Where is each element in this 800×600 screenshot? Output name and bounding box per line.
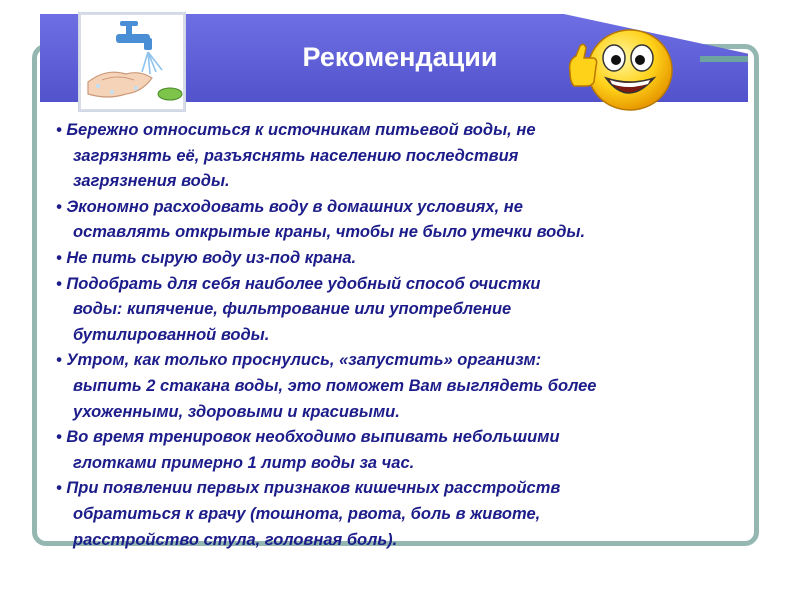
item-text-line: Утром, как только проснулись, «запустить» организм: <box>66 351 542 370</box>
bullet: • <box>56 274 62 293</box>
list-item <box>56 195 736 246</box>
list-item <box>56 272 736 349</box>
item-text-line: оставлять открытые краны, чтобы не было утечки воды. <box>73 223 586 242</box>
item-text-line: воды: кипячение, фильтрование или употребление <box>73 300 512 319</box>
banner-accent-stripe <box>700 56 748 62</box>
item-text-line: Подобрать для себя наиболее удобный способ очистки <box>66 274 541 293</box>
list-item <box>56 348 736 425</box>
item-text-line: выпить 2 стакана воды, это поможет Вам выглядеть более <box>73 376 597 395</box>
item-text-line: ухоженными, здоровыми и красивыми. <box>73 402 400 421</box>
smiley-icon <box>560 16 690 121</box>
item-text-line: Экономно расходовать воду в домашних условиях, не <box>66 197 523 216</box>
slide-title: Рекомендации <box>302 42 498 72</box>
item-text-line: При появлении первых признаков кишечных расстройств <box>66 479 561 498</box>
item-text-line: Бережно относиться к источникам питьевой воды, не <box>66 121 536 139</box>
bullet: • <box>56 248 62 267</box>
bullet: • <box>56 121 62 139</box>
item-text-line: загрязнять её, разъяснять населению последствия <box>73 146 519 165</box>
hand-washing-icon <box>78 12 186 112</box>
bullet: • <box>56 479 62 498</box>
list-item <box>56 246 736 272</box>
item-text-line: Не пить сырую воду из-под крана. <box>66 248 357 267</box>
bullet: • <box>56 351 62 370</box>
bullet: • <box>56 428 62 447</box>
hand-washing-illustration <box>78 12 186 112</box>
recommendations-list <box>56 118 736 553</box>
bullet: • <box>56 197 62 216</box>
list-item <box>56 476 736 553</box>
item-text-line: глотками примерно 1 литр воды за час. <box>73 453 415 472</box>
item-text-line: бутилированной воды. <box>73 325 270 344</box>
list-item <box>56 118 736 195</box>
list-item <box>56 425 736 476</box>
smiley-thumbs-up-illustration <box>560 16 690 121</box>
item-text-line: Во время тренировок необходимо выпивать небольшими <box>66 428 560 447</box>
item-text-line: загрязнения воды. <box>73 172 230 191</box>
item-text-line: расстройство стула, головная боль). <box>73 530 398 549</box>
item-text-line: обратиться к врачу (тошнота, рвота, боль в животе, <box>73 504 541 523</box>
